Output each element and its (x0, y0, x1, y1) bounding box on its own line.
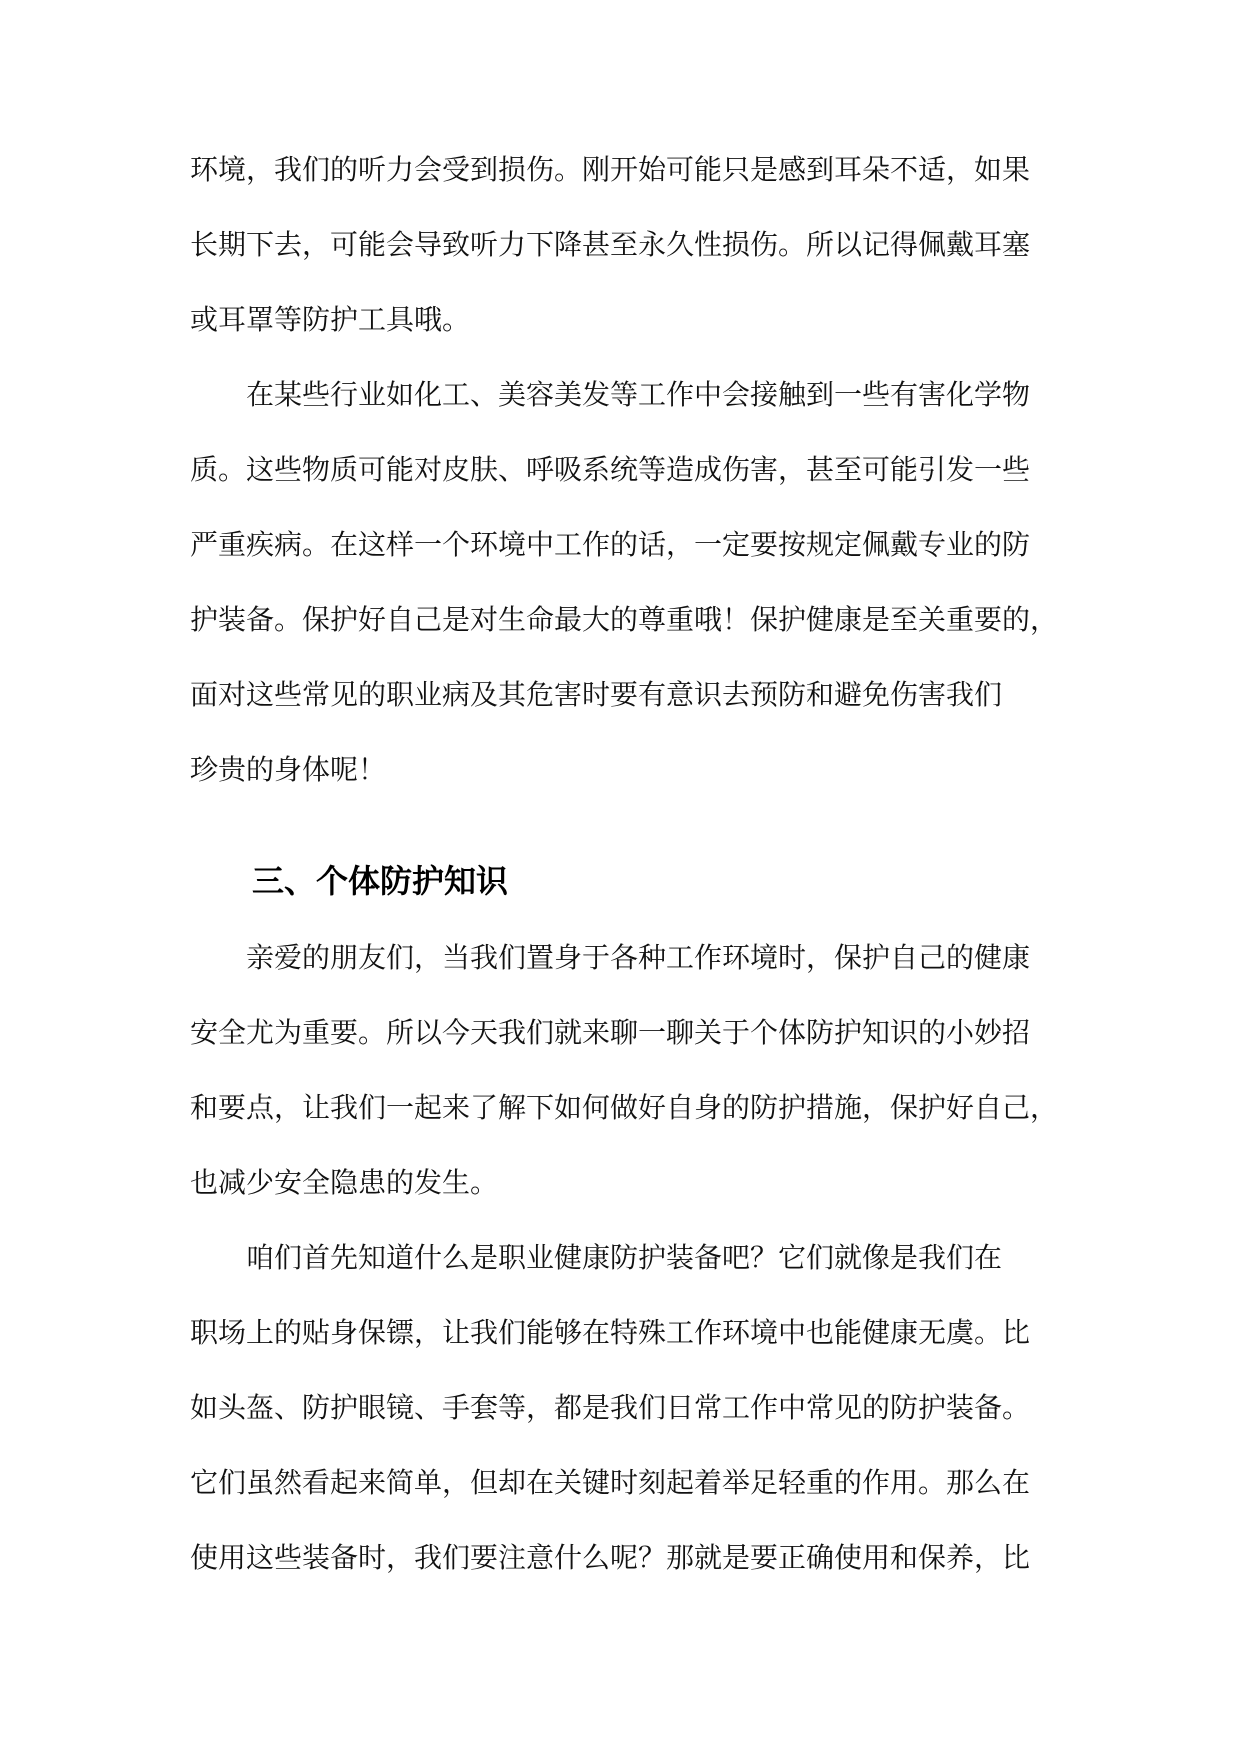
section-heading: 三、个体防护知识 (252, 862, 509, 900)
paragraph-4-line-4: 它们虽然看起来简单，但却在关键时刻起着举足轻重的作用。那么在 (190, 1466, 1031, 1499)
paragraph-2-line-4: 护装备。保护好自己是对生命最大的尊重哦！保护健康是至关重要的， (190, 603, 1059, 636)
paragraph-2-line-2: 质。这些物质可能对皮肤、呼吸系统等造成伤害，甚至可能引发一些 (190, 453, 1031, 486)
paragraph-1-line-3: 或耳罩等防护工具哦。 (190, 303, 471, 336)
paragraph-4-line-1: 咱们首先知道什么是职业健康防护装备吧？它们就像是我们在 (246, 1241, 1003, 1274)
paragraph-3-line-4: 也减少安全隐患的发生。 (190, 1166, 499, 1199)
paragraph-4-line-2: 职场上的贴身保镖，让我们能够在特殊工作环境中也能健康无虞。比 (190, 1316, 1031, 1349)
paragraph-2-line-6: 珍贵的身体呢！ (190, 753, 387, 786)
paragraph-4-line-3: 如头盔、防护眼镜、手套等，都是我们日常工作中常见的防护装备。 (190, 1391, 1031, 1424)
paragraph-1-line-2: 长期下去，可能会导致听力下降甚至永久性损伤。所以记得佩戴耳塞 (190, 228, 1031, 261)
paragraph-1-line-1: 环境，我们的听力会受到损伤。刚开始可能只是感到耳朵不适，如果 (190, 153, 1031, 186)
paragraph-3-line-3: 和要点，让我们一起来了解下如何做好自身的防护措施，保护好自己， (190, 1091, 1059, 1124)
paragraph-2-line-5: 面对这些常见的职业病及其危害时要有意识去预防和避免伤害我们 (190, 678, 1003, 711)
paragraph-2-line-3: 严重疾病。在这样一个环境中工作的话，一定要按规定佩戴专业的防 (190, 528, 1031, 561)
paragraph-4-line-5: 使用这些装备时，我们要注意什么呢？那就是要正确使用和保养，比 (190, 1541, 1031, 1574)
paragraph-3-line-2: 安全尤为重要。所以今天我们就来聊一聊关于个体防护知识的小妙招 (190, 1016, 1031, 1049)
paragraph-3-line-1: 亲爱的朋友们，当我们置身于各种工作环境时，保护自己的健康 (246, 941, 1031, 974)
paragraph-2-line-1: 在某些行业如化工、美容美发等工作中会接触到一些有害化学物 (246, 378, 1031, 411)
